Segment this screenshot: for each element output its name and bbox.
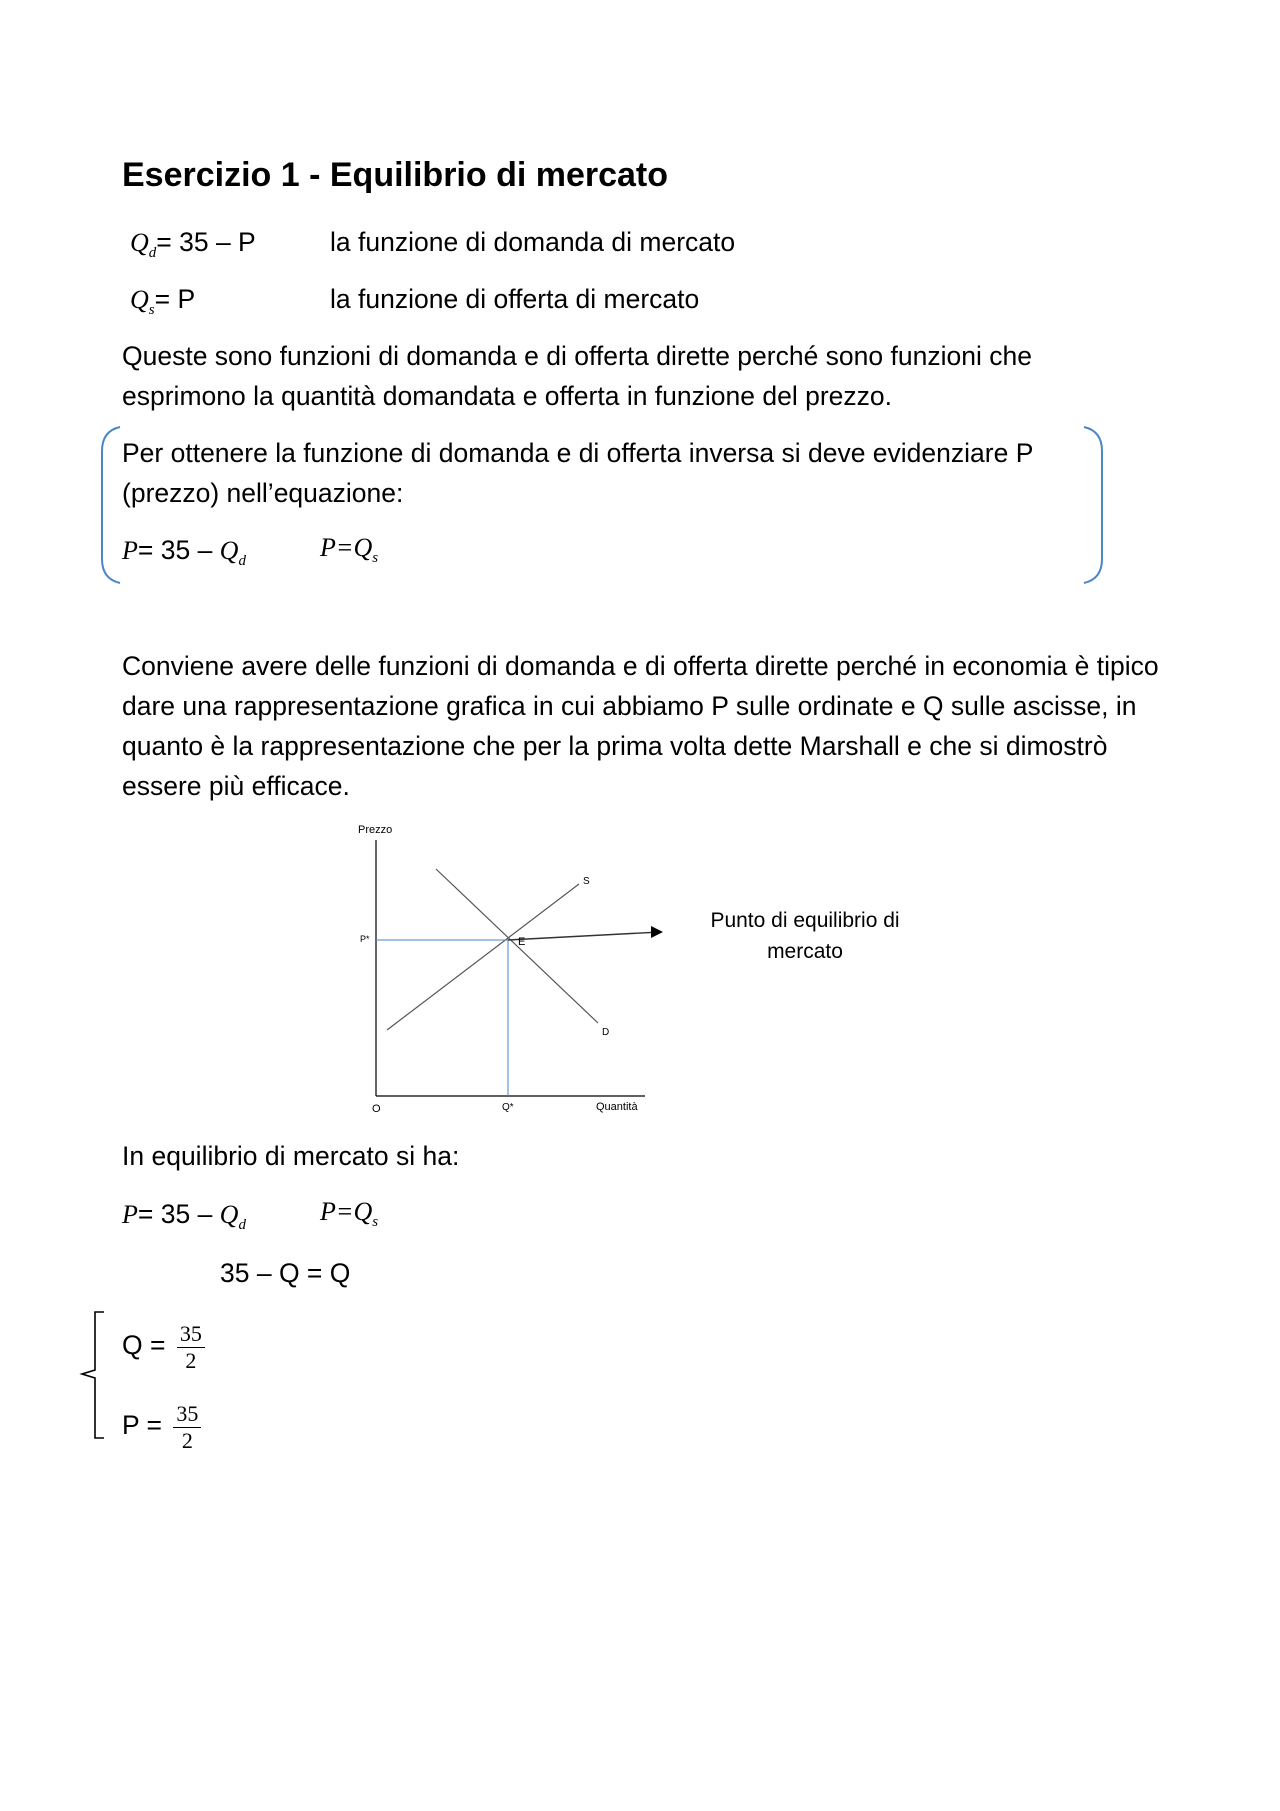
- paragraph-direct-functions: Queste sono funzioni di domanda e di offerta dirette perché sono funzioni che esprimono la quantità domandata e offerta in funzione del prezzo.: [122, 341, 1032, 411]
- demand-subscript: d: [148, 245, 157, 261]
- eq-supply-q: Q: [353, 1197, 373, 1226]
- inverse-demand-q: Q: [219, 536, 239, 565]
- p-star-label: P*: [360, 934, 370, 944]
- supply-q-symbol: Q: [130, 285, 149, 314]
- solution-q-denominator: 2: [185, 1347, 197, 1373]
- page-title: Esercizio 1 - Equilibrio di mercato: [122, 156, 669, 194]
- demand-rhs: = 35 – P: [156, 227, 256, 257]
- solution-p-denominator: 2: [181, 1427, 193, 1453]
- inverse-supply-eq: =: [335, 533, 354, 562]
- solution-p: [122, 1390, 201, 1460]
- supply-curve: [387, 884, 579, 1030]
- inverse-demand-rhs: = 35 –: [137, 535, 220, 565]
- solution-p-label: P =: [122, 1410, 163, 1440]
- eq-demand-q: Q: [219, 1200, 239, 1229]
- solution-q-fraction: [177, 1321, 205, 1374]
- equation-step: 35 – Q = Q: [220, 1258, 351, 1288]
- inverse-supply-p: P: [320, 533, 336, 562]
- equilibrium-arrow-line: [508, 932, 660, 940]
- q-star-label: Q*: [502, 1102, 514, 1113]
- origin-label: O: [372, 1103, 381, 1115]
- eq-supply-sub: s: [372, 1214, 379, 1230]
- demand-curve: [436, 869, 598, 1023]
- inverse-supply-equation: [320, 527, 378, 578]
- equilibrium-point-label: E: [518, 936, 526, 948]
- eq-supply-p: P: [320, 1197, 336, 1226]
- supply-demand-chart: [340, 818, 670, 1118]
- eq-supply-eq: =: [335, 1197, 354, 1226]
- solution-p-fraction: [173, 1401, 201, 1454]
- equilibrium-inverse-supply: [320, 1191, 378, 1242]
- equilibrium-callout: Punto di equilibrio di mercato: [710, 909, 900, 963]
- solution-p-numerator: 35: [173, 1401, 201, 1428]
- inverse-demand-sub: d: [238, 553, 246, 569]
- supply-label: S: [583, 876, 590, 887]
- inverse-supply-sub: s: [372, 550, 379, 566]
- equilibrium-arrow-head: [651, 926, 663, 938]
- paragraph-marshall: Conviene avere delle funzioni di domanda e di offerta dirette perché in economia è tipico dare una rappresentazione grafica in cui abbiamo P sulle ordinate e Q sulle ascisse, in quanto è la rappresentazione che per la prima volta dette Marshall e che si dimostrò essere più efficace.: [122, 651, 1159, 801]
- brace-path: [82, 1312, 104, 1438]
- left-bracket: [102, 427, 120, 583]
- eq-demand-p: P: [122, 1200, 138, 1229]
- demand-label: D: [602, 1027, 610, 1038]
- x-axis-label: Quantità: [596, 1101, 638, 1113]
- equilibrium-heading: In equilibrio di mercato si ha:: [122, 1141, 460, 1171]
- inverse-demand-p: P: [122, 536, 138, 565]
- supply-subscript: s: [148, 302, 155, 318]
- solution-q-label: Q =: [122, 1330, 166, 1360]
- demand-q-symbol: Q: [130, 228, 149, 257]
- demand-description: la funzione di domanda di mercato: [330, 227, 736, 257]
- solution-q: [122, 1310, 205, 1380]
- paragraph-inverse-functions: Per ottenere la funzione di domanda e di offerta inversa si deve evidenziare P (prezzo) nell’equazione:: [122, 438, 1033, 508]
- solution-q-numerator: 35: [177, 1321, 205, 1348]
- system-brace: [78, 1310, 108, 1440]
- supply-rhs: = P: [154, 284, 196, 314]
- inverse-supply-q: Q: [353, 533, 373, 562]
- supply-description: la funzione di offerta di mercato: [330, 284, 700, 314]
- equilibrium-inverse-demand: [122, 1194, 246, 1245]
- demand-equation: [130, 222, 256, 273]
- eq-demand-rhs: = 35 –: [137, 1199, 220, 1229]
- y-axis-label: Prezzo: [358, 824, 393, 836]
- supply-equation: [130, 279, 195, 330]
- inverse-demand-equation: [122, 530, 246, 581]
- eq-demand-sub: d: [238, 1217, 246, 1233]
